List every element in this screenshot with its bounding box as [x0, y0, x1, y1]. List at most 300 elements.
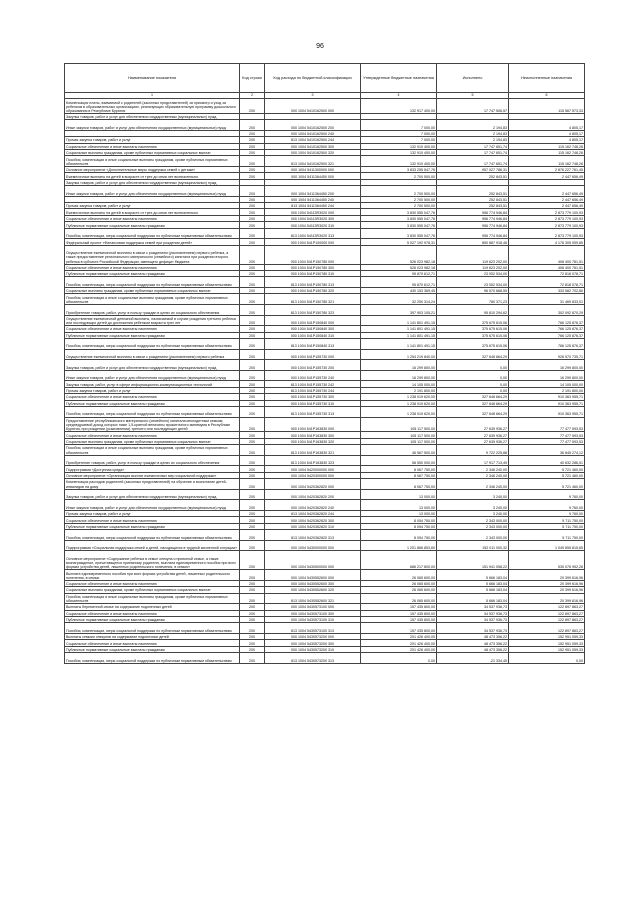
row-name: Ежемесячные выплаты на детей в возрасте от трех до семи лет включительно [65, 209, 240, 215]
row-name: Иные закупки товаров, работ и услуг для обеспечения государственных (муниципальных) нужд [65, 370, 240, 381]
row-approved-amount: 8 067 750,00 [361, 472, 437, 478]
row-line-code: 200 [240, 264, 265, 270]
row-approved-amount: 3 830 555 047,76 [361, 215, 437, 221]
row-name: Публичные нормативные социальные выплаты гражданам [65, 523, 240, 529]
table-row [65, 326, 585, 332]
row-approved-amount: 2 700 500,00 [361, 196, 437, 202]
table-row [65, 623, 585, 634]
row-kbk-code: 000 1004 541P150780 310 [265, 271, 361, 277]
row-unexecuted-amount: 72 818 078,71 [509, 277, 585, 288]
row-kbk-code: 000 1004 5430573100 300 [265, 610, 361, 616]
row-kbk-code: 813 1004 541P150780 323 [265, 305, 361, 316]
header-unexecuted: Неисполненные назначения [509, 64, 585, 93]
row-line-code: 200 [240, 166, 265, 172]
row-name: Социальные выплаты гражданам, кроме публичных нормативных социальных выплат [65, 438, 240, 444]
row-name: Пособия, компенсации, меры социальной поддержки по публичным нормативным обязательствам [65, 623, 240, 634]
row-name: Социальное обеспечение и иные выплаты населению [65, 580, 240, 586]
row-unexecuted-amount: 72 818 078,71 [509, 271, 585, 277]
row-kbk-code: 813 1004 5411364450 244 [265, 203, 361, 209]
row-line-code: 200 [240, 143, 265, 149]
row-name: Закупка товаров, работ, услуг в сфере информационно-коммуникационных технологий [65, 381, 240, 387]
row-name: Пособия, компенсации и иные социальные выплаты гражданам, кроме публичных нормативных обязательств [65, 445, 240, 456]
table-row [65, 381, 585, 387]
row-name: Иные закупки товаров, работ и услуг для обеспечения государственных (муниципальных) нужд [65, 500, 240, 511]
table-row [65, 570, 585, 581]
table-body [65, 99, 585, 664]
row-approved-amount: 132 910 400,00 [361, 156, 437, 167]
row-name: Иные закупки товаров, работ и услуг для обеспечения государственных (муниципальных) нужд [65, 186, 240, 197]
row-unexecuted-amount: 2 447 656,49 [509, 186, 585, 197]
row-approved-amount: 46 567 500,00 [361, 445, 437, 456]
table-row [65, 633, 585, 639]
row-executed-amount: 0,00 [437, 387, 509, 393]
row-executed-amount: 850 887 918,46 [437, 239, 509, 245]
row-kbk-code: 000 1004 5430552600 320 [265, 587, 361, 593]
row-kbk-code: 813 1004 541P155730 244 [265, 387, 361, 393]
row-unexecuted-amount: 9 760,00 [509, 500, 585, 511]
row-line-code: 200 [240, 406, 265, 417]
table-row [65, 653, 585, 664]
row-executed-amount: 956 774 946,84 [437, 215, 509, 221]
row-kbk-code: 000 1004 541P163830 320 [265, 438, 361, 444]
row-name: Социальное обеспечение и иные выплаты населению [65, 640, 240, 646]
row-name: Социальное обеспечение и иные выплаты населению [65, 394, 240, 400]
row-name: Публичные нормативные социальные выплаты гражданам [65, 400, 240, 406]
row-unexecuted-amount: 77 477 593,53 [509, 438, 585, 444]
row-approved-amount: 105 117 500,00 [361, 432, 437, 438]
row-unexecuted-amount: 2 447 656,49 [509, 196, 585, 202]
row-name: Пособия, компенсации, меры социальной поддержки по публичным нормативным обязательствам [65, 530, 240, 541]
row-kbk-code: 000 1004 5410162500 000 [265, 99, 361, 114]
table-row [65, 500, 585, 511]
row-kbk-code: 000 1004 5410162500 200 [265, 120, 361, 131]
table-row [65, 432, 585, 438]
row-executed-amount: 119 623 202,00 [437, 245, 509, 264]
row-line-code: 200 [240, 653, 265, 664]
row-unexecuted-amount: 20 399 616,96 [509, 593, 585, 604]
row-kbk-code: 813 1004 541P155730 242 [265, 381, 361, 387]
row-unexecuted-amount: 910 363 955,71 [509, 394, 585, 400]
row-name: Компенсация платы, взимаемой с родителей (законных представителей) за присмотр и уход за ребенком в образовательных организациях, реализующих образовательную программу дошкольного образования в Республике Бурятия [65, 99, 240, 114]
row-approved-amount: 1 238 019 620,00 [361, 406, 437, 417]
row-approved-amount: 13 000,00 [361, 489, 437, 500]
row-approved-amount: 132 910 400,00 [361, 143, 437, 149]
row-executed-amount: 34 537 936,73 [437, 623, 509, 634]
row-line-code: 200 [240, 472, 265, 478]
table-row [65, 479, 585, 490]
row-kbk-code: 000 1004 5420362820 310 [265, 523, 361, 529]
table-row [65, 332, 585, 338]
row-approved-amount: 13 000,00 [361, 500, 437, 511]
table-row [65, 271, 585, 277]
row-approved-amount: 1 141 801 491,15 [361, 315, 437, 326]
table-row [65, 186, 585, 197]
row-name: Выплаты семьям опекунов на содержание подопечных детей [65, 633, 240, 639]
row-name: Подпрограмма «Социальная поддержка семей и детей, находящихся в трудной жизненной ситуации» [65, 540, 240, 551]
row-approved-amount: 26 065 600,00 [361, 570, 437, 581]
row-name: Пособия, компенсации, меры социальной поддержки по публичным нормативным обязательствам [65, 338, 240, 349]
row-kbk-code: 000 1004 5410162500 320 [265, 149, 361, 155]
row-executed-amount: 2 346 240,00 [437, 479, 509, 490]
table-row [65, 640, 585, 646]
row-kbk-code: 000 1004 541P150840 000 [265, 315, 361, 326]
row-name: Прочая закупка товаров, работ и услуг [65, 203, 240, 209]
row-unexecuted-amount: 115 567 573,33 [509, 99, 585, 114]
row-approved-amount: 95 870 612,71 [361, 277, 437, 288]
row-name: Основное мероприятие «Содержание ребенка в семье опекуна и приемной семье, а также вознаграждение, причитающееся приемному родителю, выплата единовременного пособия при всех формах устройства детей, лишенных родительского попечения, в семью» [65, 551, 240, 570]
row-approved-amount: 1 141 801 491,15 [361, 326, 437, 332]
row-kbk-code: 813 1004 5410162500 321 [265, 156, 361, 167]
row-unexecuted-amount: 926 570 735,71 [509, 349, 585, 360]
row-name: Основное мероприятие «Организация выплат ежемесячных мер социальной поддержки» [65, 472, 240, 478]
row-approved-amount: 1 141 801 491,15 [361, 332, 437, 338]
row-unexecuted-amount: 2 873 779 100,93 [509, 228, 585, 239]
row-unexecuted-amount: 152 951 059,33 [509, 646, 585, 652]
row-name: Пособия, компенсации, меры социальной поддержки по публичным нормативным обязательствам [65, 653, 240, 664]
row-executed-amount: 5 666 183,04 [437, 593, 509, 604]
budget-execution-table [64, 63, 584, 664]
row-line-code: 200 [240, 315, 265, 326]
table-row [65, 166, 585, 172]
row-kbk-code: 000 1004 5420362820 300 [265, 517, 361, 523]
row-approved-amount: 8 054 750,00 [361, 530, 437, 541]
row-approved-amount: 14 105 000,00 [361, 381, 437, 387]
row-name: Осуществление ежемесячной выплаты в связи с рождением (усыновлением) первого ребенка [65, 349, 240, 360]
row-executed-amount: 0,00 [437, 381, 509, 387]
row-line-code: 200 [240, 360, 265, 371]
row-executed-amount: 48 473 356,22 [437, 633, 509, 639]
row-name: Закупка товаров, работ и услуг для обеспечения государственных (муниципальных) нужд [65, 360, 240, 371]
row-name: Социальное обеспечение и иные выплаты населению [65, 517, 240, 523]
row-approved-amount: 526 023 982,18 [361, 245, 437, 264]
table-row [65, 222, 585, 228]
row-approved-amount: 201 426 400,00 [361, 640, 437, 646]
row-executed-amount: 956 774 946,84 [437, 222, 509, 228]
row-name: Социальные выплаты гражданам, кроме публичных нормативных социальных выплат [65, 288, 240, 294]
row-unexecuted-amount: 77 477 593,53 [509, 417, 585, 432]
row-executed-amount: 0,00 [437, 360, 509, 371]
row-unexecuted-amount: 20 399 616,96 [509, 570, 585, 581]
row-line-code: 200 [240, 489, 265, 500]
row-approved-amount: 26 065 600,00 [361, 593, 437, 604]
row-approved-amount: 132 917 400,00 [361, 99, 437, 114]
row-kbk-code: 000 1004 5430573200 300 [265, 640, 361, 646]
table-row [65, 523, 585, 529]
row-executed-amount: 5 666 183,04 [437, 580, 509, 586]
row-name: Приобретение товаров, работ, услуг в пользу граждан в целях их социального обеспечения [65, 305, 240, 316]
row-executed-amount: 48 473 356,22 [437, 640, 509, 646]
page-number: 96 [316, 43, 324, 50]
col-number: 3 [265, 93, 361, 99]
row-unexecuted-amount: 5 711 750,00 [509, 517, 585, 523]
row-name: Закупка товаров, работ и услуг для обеспечения государственных (муниципальных) нужд [65, 179, 240, 185]
row-kbk-code: 000 1004 541P155730 310 [265, 400, 361, 406]
row-approved-amount: 16 299 800,00 [361, 360, 437, 371]
row-executed-amount: 327 648 664,29 [437, 349, 509, 360]
row-unexecuted-amount: 4 805,17 [509, 130, 585, 136]
table-row [65, 646, 585, 652]
row-executed-amount: 252 843,51 [437, 173, 509, 179]
header-approved: Утвержденные бюджетные назначения [361, 64, 437, 93]
row-approved-amount: 7 000,00 [361, 120, 437, 131]
row-approved-amount: 157 435 800,00 [361, 623, 437, 634]
row-line-code: 200 [240, 646, 265, 652]
row-unexecuted-amount: 2 873 779 100,93 [509, 215, 585, 221]
row-approved-amount: 430 153 369,45 [361, 288, 437, 294]
row-unexecuted-amount: 4 176 305 059,85 [509, 239, 585, 245]
row-approved-amount: 5 027 192 978,31 [361, 239, 437, 245]
row-unexecuted-amount: 2 191 800,00 [509, 387, 585, 393]
row-approved-amount: 2 700 500,00 [361, 173, 437, 179]
row-executed-amount: 375 675 615,06 [437, 338, 509, 349]
table-row [65, 294, 585, 305]
row-unexecuted-amount: 302 092 870,29 [509, 305, 585, 316]
row-executed-amount: 96 570 668,55 [437, 288, 509, 294]
row-unexecuted-amount: 4 805,17 [509, 137, 585, 143]
row-approved-amount: 7 000,00 [361, 137, 437, 143]
table-row [65, 438, 585, 444]
table-row [65, 305, 585, 316]
row-kbk-code: 000 1004 5411300000 000 [265, 166, 361, 172]
row-unexecuted-amount: 333 582 702,80 [509, 288, 585, 294]
row-name: Социальные выплаты гражданам, кроме публичных нормативных социальных выплат [65, 149, 240, 155]
table-row [65, 417, 585, 432]
row-approved-amount: 13 000,00 [361, 510, 437, 516]
table-row [65, 445, 585, 456]
row-kbk-code: 000 1004 5420000000 000 [265, 466, 361, 472]
row-line-code: 200 [240, 517, 265, 523]
row-approved-amount: 8 067 750,00 [361, 466, 437, 472]
table-row [65, 239, 585, 245]
table-row [65, 580, 585, 586]
col-number: 5 [437, 93, 509, 99]
row-line-code: 200 [240, 400, 265, 406]
row-name: Публичные нормативные социальные выплаты гражданам [65, 616, 240, 622]
row-unexecuted-amount: 20 399 616,96 [509, 580, 585, 586]
row-line-code: 200 [240, 604, 265, 610]
row-name: Пособия, компенсации, меры социальной поддержки по публичным нормативным обязательствам [65, 277, 240, 288]
table-row [65, 338, 585, 349]
row-executed-amount: -21 334,45 [437, 653, 509, 664]
row-name: Публичные нормативные социальные выплаты гражданам [65, 332, 240, 338]
row-kbk-code: 000 1004 5410162500 300 [265, 143, 361, 149]
row-line-code: 200 [240, 610, 265, 616]
row-unexecuted-amount: 406 400 781,51 [509, 245, 585, 264]
row-executed-amount: 23 052 534,00 [437, 277, 509, 288]
row-kbk-code: 813 1004 541P150840 313 [265, 338, 361, 349]
row-kbk-code: 813 1004 5410162500 244 [265, 137, 361, 143]
row-line-code: 200 [240, 120, 265, 131]
row-unexecuted-amount: 766 125 876,37 [509, 338, 585, 349]
table-row [65, 264, 585, 270]
row-name: Выплаты беременной семье на содержание подопечных детей [65, 604, 240, 610]
row-executed-amount: 48 473 356,22 [437, 646, 509, 652]
row-line-code: 200 [240, 277, 265, 288]
row-line-code: 200 [240, 239, 265, 245]
row-approved-amount: 1 238 019 620,00 [361, 400, 437, 406]
row-kbk-code: 000 1004 54113R3020 300 [265, 215, 361, 221]
row-name: Прочая закупка товаров, работ и услуг [65, 137, 240, 143]
row-executed-amount: 2 343 000,00 [437, 530, 509, 541]
row-executed-amount: 95 810 294,62 [437, 305, 509, 316]
col-number: 4 [361, 93, 437, 99]
row-approved-amount: 1 254 219 840,00 [361, 349, 437, 360]
row-line-code: 200 [240, 209, 265, 215]
row-executed-amount: 957 027 786,31 [437, 166, 509, 172]
row-unexecuted-amount: 2 873 779 100,93 [509, 222, 585, 228]
row-name: Социальное обеспечение и иные выплаты населению [65, 610, 240, 616]
table-row [65, 616, 585, 622]
row-approved-amount: 201 426 400,00 [361, 646, 437, 652]
row-kbk-code: 000 1004 541P163830 000 [265, 417, 361, 432]
row-executed-amount: 27 639 936,27 [437, 438, 509, 444]
row-line-code: 200 [240, 530, 265, 541]
row-unexecuted-amount: 20 399 616,96 [509, 587, 585, 593]
row-unexecuted-amount: 40 632 286,51 [509, 455, 585, 466]
row-name: Публичные нормативные социальные выплаты гражданам [65, 271, 240, 277]
row-unexecuted-amount: 766 125 876,37 [509, 326, 585, 332]
row-name: Федеральный проект «Финансовая поддержка семей при рождении детей» [65, 239, 240, 245]
row-name: Основное мероприятие «Дополнительные меры поддержки семей с детьми» [65, 166, 240, 172]
table-row [65, 173, 585, 179]
row-line-code: 200 [240, 370, 265, 381]
row-name: Прочая закупка товаров, работ и услуг [65, 510, 240, 516]
row-line-code: 200 [240, 445, 265, 456]
row-kbk-code: 813 1004 541P155730 313 [265, 406, 361, 417]
row-name: Социальные выплаты гражданам, кроме публичных нормативных социальных выплат [65, 587, 240, 593]
row-unexecuted-amount: 16 299 800,00 [509, 360, 585, 371]
row-kbk-code: 000 1004 541P150840 310 [265, 332, 361, 338]
row-approved-amount: 2 191 800,00 [361, 387, 437, 393]
row-line-code: 200 [240, 99, 265, 114]
row-unexecuted-amount: 4 805,17 [509, 120, 585, 131]
row-executed-amount: 2 343 000,00 [437, 523, 509, 529]
row-line-code: 200 [240, 417, 265, 432]
row-unexecuted-amount: 115 162 748,26 [509, 149, 585, 155]
table-row [65, 277, 585, 288]
row-line-code: 200 [240, 432, 265, 438]
table-row [65, 517, 585, 523]
row-name: Социальное обеспечение и иные выплаты населению [65, 432, 240, 438]
row-kbk-code: 000 1004 5430552600 300 [265, 580, 361, 586]
row-approved-amount: 7 000,00 [361, 130, 437, 136]
row-name: Иные закупки товаров, работ и услуг для обеспечения государственных (муниципальных) нужд [65, 120, 240, 131]
row-executed-amount: 5 666 183,04 [437, 587, 509, 593]
row-unexecuted-amount: 152 951 059,33 [509, 633, 585, 639]
table-row [65, 489, 585, 500]
row-unexecuted-amount: 31 469 833,01 [509, 294, 585, 305]
row-executed-amount: 252 843,51 [437, 203, 509, 209]
row-name: Закупка товаров, работ и услуг для обеспечения государственных (муниципальных) нужд [65, 489, 240, 500]
row-line-code: 200 [240, 222, 265, 228]
row-name: Ежемесячные выплаты на детей в возрасте от трех до семи лет включительно [65, 173, 240, 179]
row-unexecuted-amount: 2 873 779 100,93 [509, 209, 585, 215]
row-executed-amount: 956 774 946,84 [437, 209, 509, 215]
row-name: Социальное обеспечение и иные выплаты населению [65, 143, 240, 149]
header-budget-classification: Код расхода по бюджетной классификации [265, 64, 361, 93]
row-kbk-code: 000 1004 541P155730 200 [265, 360, 361, 371]
row-unexecuted-amount: 5 721 460,00 [509, 466, 585, 472]
row-name: Осуществление ежемесячной выплаты в связи с рождением (усыновлением) первого ребенка, а также предоставление регионального материнского (семейного) капитала при рождении второго ребенка в субъекте Российской Федерации, имеющего дефицит бюджета [65, 245, 240, 264]
row-line-code: 200 [240, 394, 265, 400]
row-kbk-code: 000 1004 541P150780 320 [265, 288, 361, 294]
row-kbk-code: 000 1004 541P150840 300 [265, 326, 361, 332]
table-row [65, 587, 585, 593]
row-unexecuted-amount: 0,00 [509, 653, 585, 664]
row-kbk-code: 000 1004 54113R3020 310 [265, 222, 361, 228]
row-executed-amount: 327 648 664,29 [437, 400, 509, 406]
row-line-code: 200 [240, 349, 265, 360]
row-approved-amount: 26 065 600,00 [361, 587, 437, 593]
row-name: Публичные нормативные социальные выплаты гражданам [65, 646, 240, 652]
row-executed-amount: 34 537 936,73 [437, 616, 509, 622]
row-executed-amount: 34 537 936,73 [437, 604, 509, 610]
row-executed-amount: 2 346 240,00 [437, 472, 509, 478]
row-line-code: 200 [240, 173, 265, 179]
table-row [65, 315, 585, 326]
row-line-code: 200 [240, 245, 265, 264]
row-kbk-code: 000 1004 5420362820 240 [265, 500, 361, 511]
row-unexecuted-amount: 9 760,00 [509, 489, 585, 500]
row-approved-amount: 58 550 000,00 [361, 455, 437, 466]
row-executed-amount: 17 747 506,57 [437, 99, 509, 114]
row-kbk-code: 813 1004 541P163830 323 [265, 455, 361, 466]
row-line-code: 200 [240, 640, 265, 646]
row-approved-amount: 1 238 019 620,00 [361, 394, 437, 400]
row-approved-amount: 32 250 314,24 [361, 294, 437, 305]
row-executed-amount: 956 774 946,84 [437, 228, 509, 239]
row-kbk-code: 000 1004 5430573200 310 [265, 646, 361, 652]
row-kbk-code: 000 1004 541P150780 000 [265, 245, 361, 264]
row-line-code: 200 [240, 510, 265, 516]
row-executed-amount: 2 194,83 [437, 130, 509, 136]
row-kbk-code: 000 1004 541P150780 300 [265, 264, 361, 270]
row-line-code: 200 [240, 149, 265, 155]
row-kbk-code: 000 1004 5420300000 000 [265, 472, 361, 478]
row-line-code: 200 [240, 228, 265, 239]
row-unexecuted-amount: 910 363 955,71 [509, 406, 585, 417]
table-header-row [65, 64, 585, 93]
row-kbk-code: 000 1004 541P155730 240 [265, 370, 361, 381]
table-row [65, 245, 585, 264]
row-approved-amount: 1 141 801 491,15 [361, 338, 437, 349]
row-executed-amount: 151 941 058,22 [437, 551, 509, 570]
row-approved-amount: 157 435 800,00 [361, 616, 437, 622]
table-row [65, 228, 585, 239]
row-approved-amount: 3 830 555 047,76 [361, 222, 437, 228]
row-approved-amount: 2 700 500,00 [361, 203, 437, 209]
row-line-code: 200 [240, 381, 265, 387]
row-approved-amount: 157 435 800,00 [361, 610, 437, 616]
table-row [65, 370, 585, 381]
row-approved-amount: 157 435 800,00 [361, 604, 437, 610]
row-name: Предоставление республиканского материнского (семейного) капитала многодетным семьям, среднедушевой доход которых ниже 1,5-кратной величины прожиточного минимума в Республике Бурятия, при рождении (усыновлении) третьего или последующих детей [65, 417, 240, 432]
row-name: Подпрограмма «Доступная среда» [65, 466, 240, 472]
row-executed-amount: 9 722 225,88 [437, 445, 509, 456]
row-kbk-code: 000 1004 5430552600 000 [265, 570, 361, 581]
row-kbk-code: 813 1004 5420362820 244 [265, 510, 361, 516]
row-kbk-code: 000 1004 541P155730 000 [265, 349, 361, 360]
row-executed-amount: 3 240,00 [437, 510, 509, 516]
row-kbk-code: 000 1004 5411364450 240 [265, 196, 361, 202]
row-unexecuted-amount: 2 447 656,49 [509, 203, 585, 209]
row-unexecuted-amount: 152 951 059,33 [509, 640, 585, 646]
row-line-code: 200 [240, 196, 265, 202]
row-name: Прочая закупка товаров, работ и услуг [65, 387, 240, 393]
row-line-code: 200 [240, 438, 265, 444]
row-executed-amount: 17 917 713,49 [437, 455, 509, 466]
row-kbk-code: 000 1004 5430573200 000 [265, 633, 361, 639]
